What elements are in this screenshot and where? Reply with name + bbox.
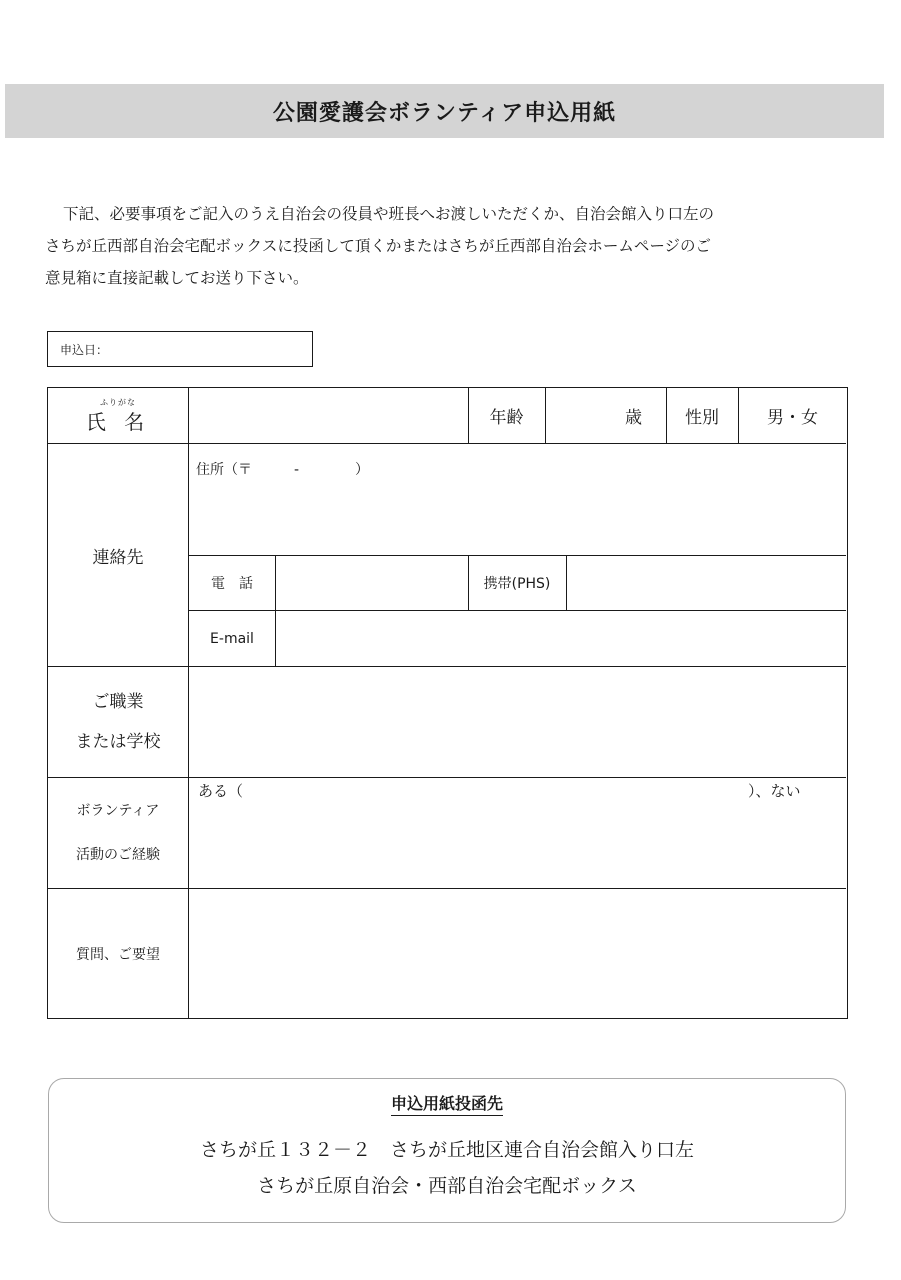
occupation-label-line2: または学校 [75,732,161,752]
name-input[interactable] [189,388,468,443]
destination-address: さちが丘１３２－２ さちが丘地区連合自治会館入り口左 [199,1139,694,1161]
application-date-field[interactable] [47,331,313,367]
age-unit: 歳 [625,408,642,428]
name-label-cell [48,388,188,443]
destination-title [49,1091,845,1114]
destination-box-name: さちが丘原自治会・西部自治会宅配ボックス [257,1175,637,1197]
furigana-label: ふりがな [100,397,136,407]
experience-no-option[interactable]: ）、ない [748,782,801,800]
experience-yes-option[interactable]: ある（ [198,782,244,800]
contact-label: 連絡先 [92,547,144,568]
intro-text [45,198,850,294]
submission-destination-box [48,1078,846,1223]
address-label: 住所（〒 - ） [196,462,370,478]
mobile-input[interactable] [567,556,846,610]
phone-input[interactable] [276,556,468,610]
occupation-label-line1: ご職業 [92,692,144,712]
questions-label: 質問、ご要望 [76,946,160,963]
gender-options[interactable]: 男・女 [767,408,818,428]
intro-line-1: 下記、必要事項をご記入のうえ自治会の役員や班長へお渡しいただくか、自治会館入り口左の [63,205,715,223]
title-bar [5,84,884,138]
address-input[interactable] [189,483,846,555]
questions-input[interactable] [189,889,846,1018]
form-title: 公園愛護会ボランティア申込用紙 [272,100,617,126]
mobile-label: 携帯(PHS) [483,576,551,592]
email-label: E-mail [210,630,254,647]
email-input[interactable] [276,611,846,666]
occupation-label [48,667,188,777]
experience-detail-input[interactable] [189,808,846,888]
volunteer-label-line2: 活動のご経験 [76,847,160,863]
phone-label: 電 話 [211,576,253,592]
intro-line-2: さちが丘西部自治会宅配ボックスに投函して頂くかまたはさちが丘西部自治会ホームページのご [45,237,712,255]
intro-line-3: 意見箱に直接記載してお送り下さい。 [45,269,309,287]
application-form-table [47,387,848,1019]
gender-label: 性別 [685,408,719,428]
volunteer-experience-label [48,778,188,888]
application-date-label: 申込日： [60,342,109,357]
age-input[interactable] [546,388,666,443]
name-label: 氏 名 [85,409,151,434]
volunteer-label-line1: ボランティア [76,803,160,819]
destination-title-text: 申込用紙投函先 [391,1094,503,1116]
age-label: 年齢 [489,408,524,428]
occupation-input[interactable] [189,667,846,777]
